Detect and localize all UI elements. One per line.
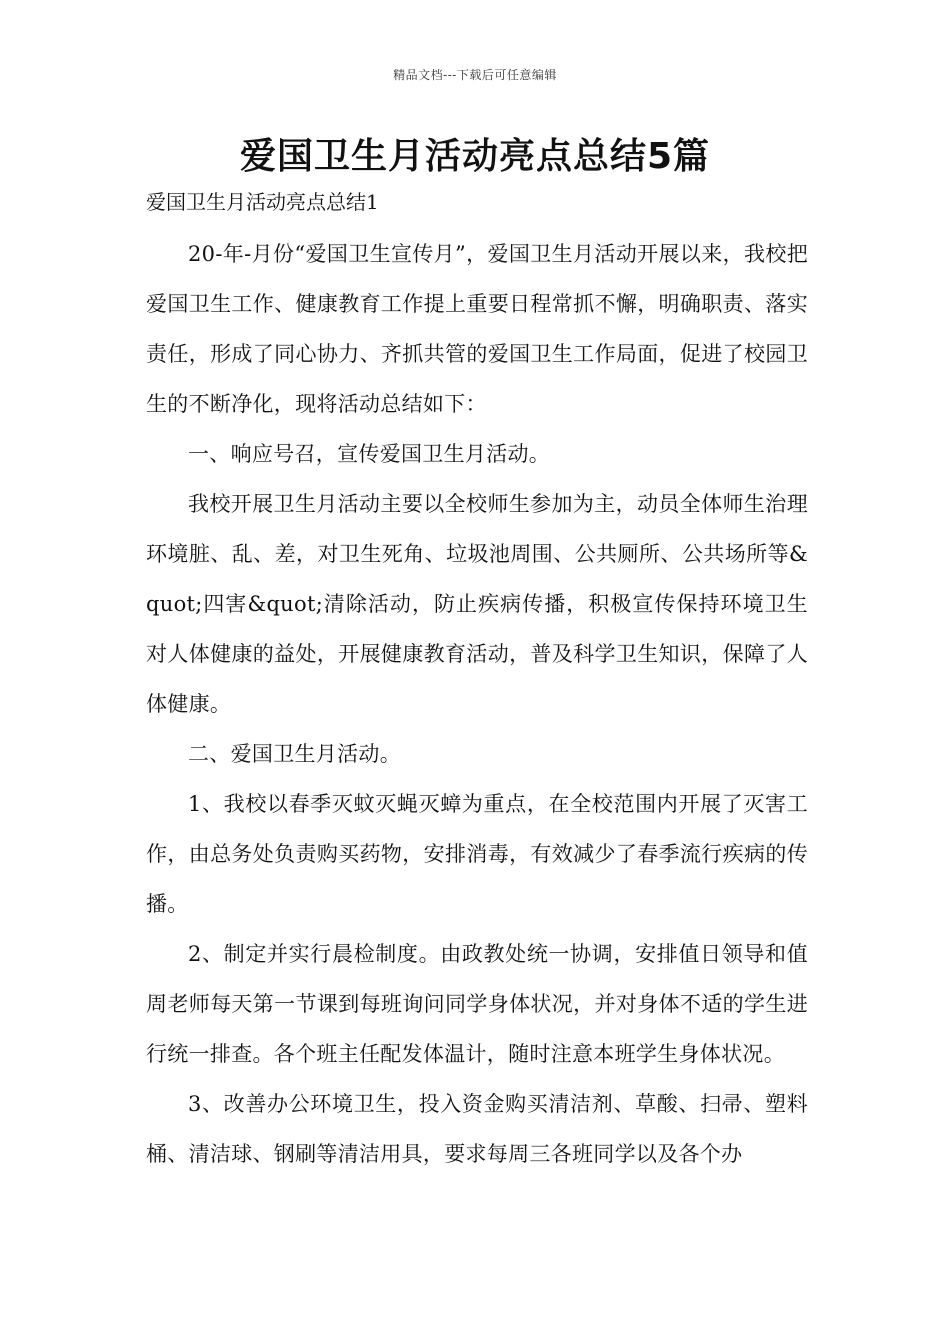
header-note: 精品文档---下载后可任意编辑 xyxy=(393,68,557,82)
document-subtitle: 爱国卫生月活动亮点总结1 xyxy=(146,190,379,214)
paragraph-section-1-heading: 一、响应号召，宣传爱国卫生月活动。 xyxy=(188,442,551,466)
paragraph-item-3: 3、改善办公环境卫生，投入资金购买清洁剂、草酸、扫帚、塑料桶、清洁球、钢刷等清洁用具，要求每周三各班同学以及各个办 xyxy=(146,1092,808,1166)
paragraph-item-2: 2、制定并实行晨检制度。由政教处统一协调，安排值日领导和值周老师每天第一节课到每班询问同学身体状况，并对身体不适的学生进行统一排查。各个班主任配发体温计，随时注意本班学生身体状况。 xyxy=(146,942,808,1066)
paragraph-section-2-heading: 二、爱国卫生月活动。 xyxy=(188,742,401,766)
document-title: 爱国卫生月活动亮点总结5篇 xyxy=(239,136,711,177)
paragraph-section-1-body: 我校开展卫生月活动主要以全校师生参加为主，动员全体师生治理环境脏、乱、差，对卫生死角、垃圾池周围、公共厕所、公共场所等&quot;四害&quot;清除活动，防止疾病传播，积极宣传保持环境卫生对人体健康的益处，开展健康教育活动，普及科学卫生知识，保障了人体健康。 xyxy=(146,492,808,716)
document-body xyxy=(146,229,808,1179)
paragraph-item-1: 1、我校以春季灭蚊灭蝇灭蟑为重点，在全校范围内开展了灭害工作，由总务处负责购买药物，安排消毒，有效减少了春季流行疾病的传播。 xyxy=(146,792,808,916)
paragraph-intro: 20-年-月份“爱国卫生宣传月”，爱国卫生月活动开展以来，我校把爱国卫生工作、健康教育工作提上重要日程常抓不懈，明确职责、落实责任，形成了同心协力、齐抓共管的爱国卫生工作局面，促进了校园卫生的不断净化，现将活动总结如下： xyxy=(146,242,808,416)
